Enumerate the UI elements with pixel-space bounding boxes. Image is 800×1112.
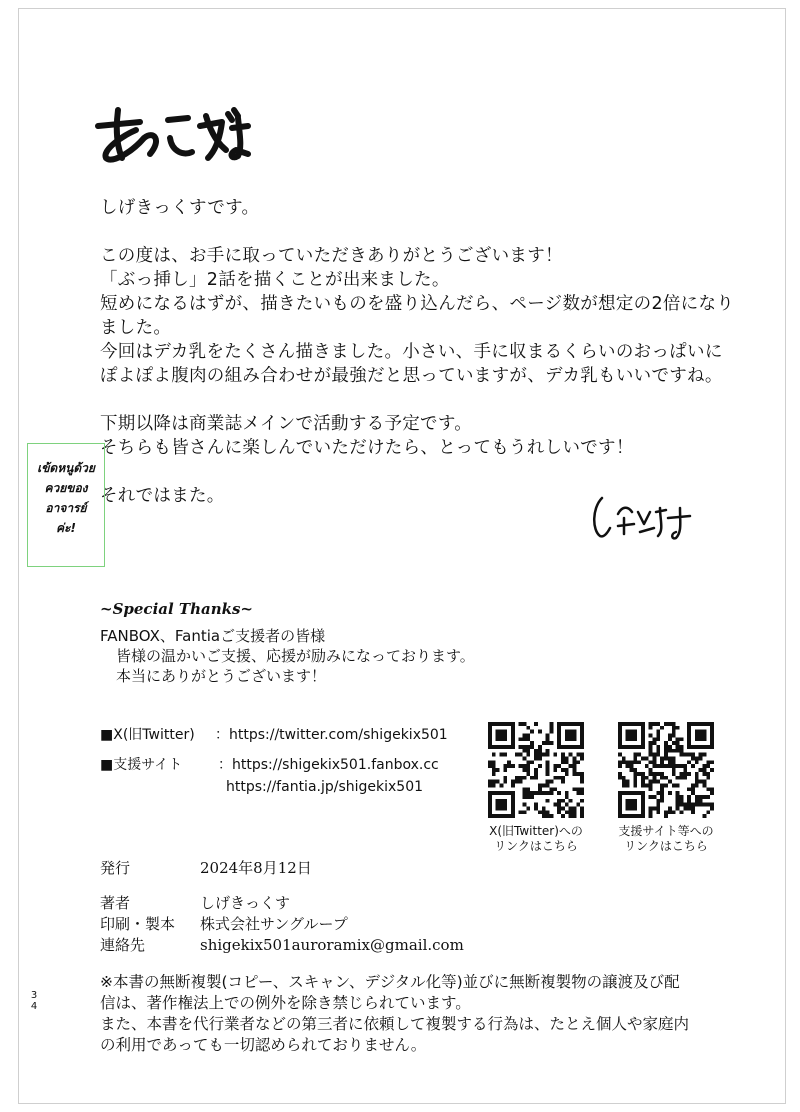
greeting: しげきっくすです。 [100, 198, 260, 218]
author-signature [588, 488, 698, 552]
afterword-title-handwritten [92, 96, 252, 172]
qr-caption-line: 支援サイト等への [618, 824, 714, 838]
note-line: ค่ะ! [56, 521, 76, 535]
contact-label: 連絡先 [100, 936, 146, 954]
copyright-notice [100, 972, 720, 1056]
thanks-line: 皆様の温かいご支援、応援が励みになっております。 [116, 647, 475, 665]
qr-code-twitter[interactable] [488, 722, 584, 818]
notice-line: また、本書を代行業者などの第三者に依頼して複製する行為は、たとえ個人や家庭内 [100, 1015, 690, 1033]
translator-note [27, 443, 105, 567]
paragraph-line: この度は、お手に取っていただきありがとうございます！ [100, 246, 563, 266]
qr-code-support[interactable] [618, 722, 714, 818]
qr-caption-twitter [476, 824, 596, 854]
special-thanks [100, 626, 475, 686]
qr-caption-line: リンクはこちら [494, 839, 578, 853]
paragraph-line: ぽよぽよ腹肉の組み合わせが最強だと思っていますが、デカ乳もいいですね。 [100, 366, 723, 386]
links-section [100, 724, 448, 798]
qr-caption-support [606, 824, 726, 854]
special-thanks-title: ~Special Thanks~ [100, 600, 254, 618]
qr-caption-line: X(旧Twitter)への [489, 824, 583, 838]
paragraph-line: ました。 [100, 318, 172, 338]
paragraph-line: そちらも皆さんに楽しんでいただけたら、とってもうれしいです！ [100, 438, 634, 458]
paragraph-line: 下期以降は商業誌メインで活動する予定です。 [100, 414, 473, 434]
printer-value: 株式会社サングループ [200, 915, 348, 933]
fantia-url-link[interactable]: https://fantia.jp/shigekix501 [226, 779, 424, 795]
issued-value: 2024年8月12日 [200, 859, 312, 877]
afterword-body [100, 196, 740, 508]
note-line: เข้ดหนูด้วย [37, 461, 95, 475]
x-url-link[interactable]: ：https://twitter.com/shigekix501 [215, 727, 448, 743]
page-number-digit: 3 [30, 990, 38, 1001]
note-line: ควยของ [44, 481, 88, 495]
author-label: 著者 [100, 894, 131, 912]
page-number [30, 990, 38, 1012]
thanks-line: FANBOX、Fantiaご支援者の皆様 [100, 627, 326, 645]
notice-line: 信は、著作権法上での例外を除き禁じられています。 [100, 994, 471, 1012]
colophon [100, 858, 464, 956]
printer-label: 印刷・製本 [100, 915, 176, 933]
author-value: しげきっくす [200, 894, 291, 912]
notice-line: の利用であっても一切認められておりません。 [100, 1036, 427, 1054]
notice-line: ※本書の無断複製(コピー、スキャン、デジタル化等)並びに無断複製物の譲渡及び配 [100, 973, 680, 991]
note-line: อาจารย์ [45, 501, 87, 515]
issued-label: 発行 [100, 859, 131, 877]
fanbox-url-link[interactable]: ：https://shigekix501.fanbox.cc [218, 757, 439, 773]
page-number-digit: 4 [30, 1001, 38, 1012]
paragraph-line: 短めになるはずが、描きたいものを盛り込んだら、ページ数が想定の2倍になり [100, 294, 735, 314]
x-label: ■X(旧Twitter) [100, 727, 195, 743]
paragraph-line: 「ぶっ挿し」2話を描くことが出来ました。 [100, 270, 450, 290]
support-label: ■支援サイト [100, 757, 183, 773]
paragraph-line: 今回はデカ乳をたくさん描きました。小さい、手に収まるくらいのおっぱいに [100, 342, 723, 362]
closing: それではまた。 [100, 486, 225, 506]
qr-caption-line: リンクはこちら [624, 839, 708, 853]
contact-value: shigekix501auroramix@gmail.com [200, 936, 464, 954]
thanks-line: 本当にありがとうございます！ [116, 667, 327, 685]
